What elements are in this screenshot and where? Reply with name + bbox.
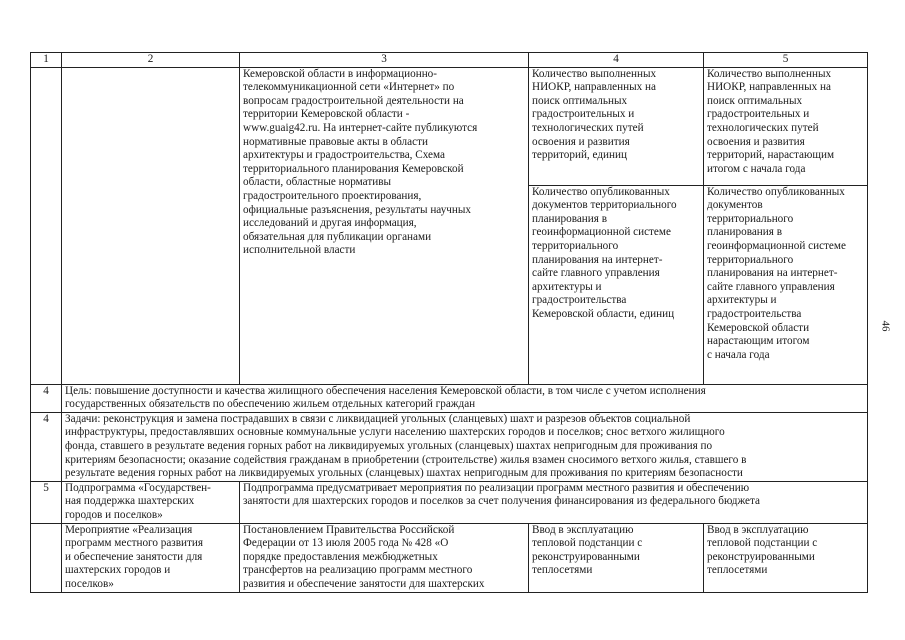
column-number-1: 1 — [31, 53, 62, 68]
column-number-5: 5 — [704, 53, 868, 68]
row-number-cell: 4 — [31, 384, 62, 412]
column-number-row — [31, 53, 868, 68]
indicator-cell: Количество опубликованных документов территориального планирования в геоинформационной системе территориального планирования на интернет- сайте главного управления архитектуры и градостроительства Кемеровской области, единиц — [529, 185, 704, 384]
indicator-method-cell: Количество выполненных НИОКР, направленных на поиск оптимальных градостроительных и технологических путей освоения и развития территорий, нарастающим итогом с начала года — [704, 67, 868, 185]
indicator-cell: Ввод в эксплуатацию тепловой подстанции с реконструированными теплосетями — [529, 523, 704, 592]
event-name: Мероприятие «Реализация программ местного развития и обеспечение занятости для шахтерских городов и поселков» — [62, 523, 240, 592]
tasks-text: Задачи: реконструкция и замена пострадавших в связи с ликвидацией угольных (сланцевых) шахт и разрезов объектов социальной инфраструктуры, предоставлявших основные коммунальные услуги населению шахтерских городов и поселков; снос ветхого жилищного фонда, ставшего в результате ведения горных работ на ликвидируемых угольных (сланцевых) шахтах непригодным для проживания по критериям безопасности; оказание содействия гражданам в приобретении (строительстве) жилья взамен сносимого ветхого жилья, ставшего в результате ведения горных работ на ликвидируемых угольных (сланцевых) шахтах непригодным для проживания по критериям безопасности — [62, 412, 868, 481]
goal-row — [31, 384, 868, 412]
event-row — [31, 523, 868, 592]
table-row — [31, 67, 868, 185]
document-table — [30, 52, 868, 593]
description-cell: Кемеровской области в информационно- телекоммуникационной сети «Интернет» по вопросам градостроительной деятельности на территории Кемеровской области - www.guaig42.ru. На интернет-сайте публикуются нормативные правовые акты в области архитектуры и градостроительства, Схема территориального планирования Кемеровской области, областные нормативы градостроительного проектирования, официальные разъяснения, результаты научных исследований и другая информация, обязательная для публикации органами исполнительной власти — [240, 67, 529, 384]
row-number-cell: 4 — [31, 412, 62, 481]
indicator-method-cell: Ввод в эксплуатацию тепловой подстанции с реконструированными теплосетями — [704, 523, 868, 592]
column-number-2: 2 — [62, 53, 240, 68]
row-number-cell — [31, 67, 62, 384]
subprogram-name: Подпрограмма «Государствен- ная поддержка шахтерских городов и поселков» — [62, 481, 240, 523]
row-number-cell — [31, 523, 62, 592]
tasks-row — [31, 412, 868, 481]
subprogram-row — [31, 481, 868, 523]
column-number-3: 3 — [240, 53, 529, 68]
row-number-cell: 5 — [31, 481, 62, 523]
subprogram-description: Подпрограмма предусматривает мероприятия по реализации программ местного развития и обеспечению занятости для шахтерских городов и поселков за счет получения финансирования из федерального бюджета — [240, 481, 868, 523]
goal-text: Цель: повышение доступности и качества жилищного обеспечения населения Кемеровской области, в том числе с учетом исполнения государственных обязательств по обеспечению жильем отдельных категорий граждан — [62, 384, 868, 412]
indicator-cell: Количество выполненных НИОКР, направленных на поиск оптимальных градостроительных и технологических путей освоения и развития территорий, единиц — [529, 67, 704, 185]
page-number: 46 — [879, 320, 892, 332]
column-number-4: 4 — [529, 53, 704, 68]
name-cell — [62, 67, 240, 384]
event-description: Постановлением Правительства Российской Федерации от 13 июля 2005 года № 428 «О порядке предоставления межбюджетных трансфертов на реализацию программ местного развития и обеспечение занятости для шахтерских — [240, 523, 529, 592]
indicator-method-cell: Количество опубликованных документов территориального планирования в геоинформационной системе территориального планирования на интернет- сайте главного управления архитектуры и градостроительства Кемеровской области нарастающим итогом с начала года — [704, 185, 868, 384]
